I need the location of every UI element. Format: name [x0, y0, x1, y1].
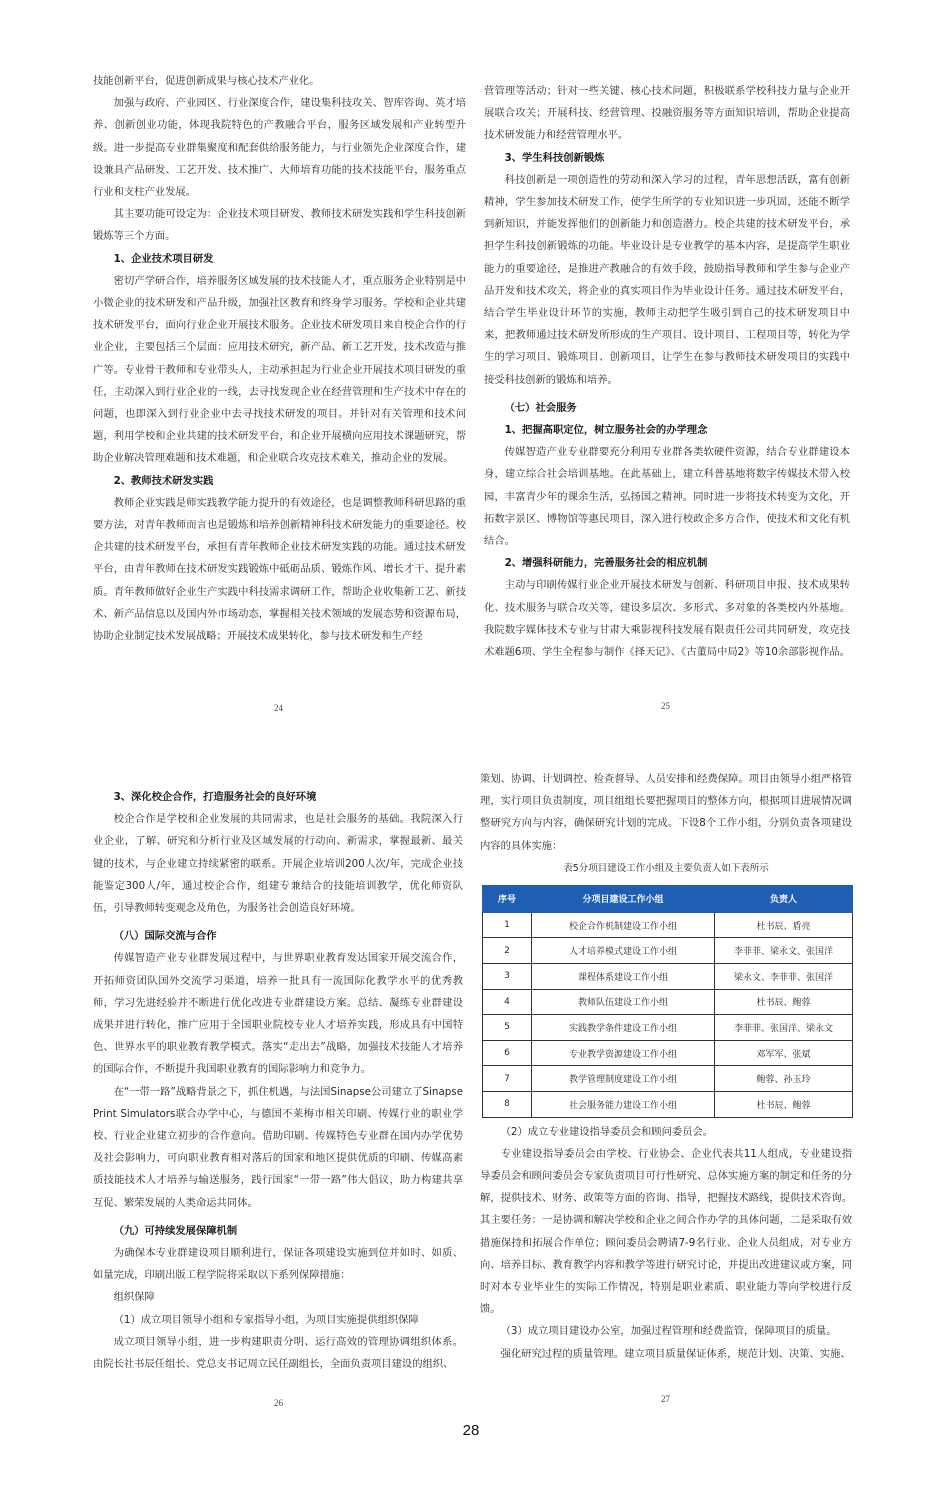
paragraph: （2）成立专业建设指导委员会和顾问委员会。: [500, 1125, 714, 1138]
header-cell-index: 序号: [483, 885, 532, 912]
table-row: [483, 1015, 853, 1041]
cell-lead: 杜书辰、鲍蓉: [715, 1091, 853, 1117]
paragraph: 加强与政府、产业园区、行业深度合作，建设集科技攻关、智库咨询、英才培养、创新创业功能，体现我院特色的产教融合平台，服务区域发展和产业转型升级。进一步提高专业群集聚度和配套供给服务能力，与行业领先企业深度合作，建设兼具产品研发、工艺开发、技术推广、大师培育功能的技术技能平台，服务重点行业和支柱产业发展。: [93, 97, 466, 199]
cell-group: 实践教学条件建设工作小组: [532, 1015, 715, 1041]
paragraph: （1）成立项目领导小组和专家指导小组，为项目实施提供组织保障: [113, 1313, 419, 1326]
paragraph: 专业建设指导委员会由学校、行业协会、企业代表共11人组成，专业建设指导委员会和顾问委员会专家负责项目可行性研究、总体实施方案的制定和任务的分解，提供技术、财务、政策等方面的咨询、指导，把握技术路线，提供技术咨询。其主要任务：一是协调和解决学校和企业之间合作办学的具体问题，二是采取有效措施保持和拓展合作单位；顾问委员会聘请7-9名行业、企业人员组成，对专业方向、培养目标、教育教学内容和教学等进行研究讨论，并提出改进建议或方案，同时对本专业毕业生的实际工作情况，特别是职业素质、职业能力等向学校进行反馈。: [480, 1147, 852, 1316]
work-group-table: [482, 885, 853, 1118]
paragraph: 校企合作是学校和企业发展的共同需求，也是社会服务的基础。我院深入行业企业，了解、研究和分析行业及区域发展的行动向、新需求，掌握最新、最关键的技术，与企业建立持续紧密的联系。开展企业培训200人次/年，完成企业技能鉴定300人/年，通过校企合作，组建专兼结合的技能培训教学，优化师资队伍，引导教师转变观念及角色，为服务社会创造良好环境。: [93, 813, 463, 915]
page-26: [93, 786, 463, 1375]
section-heading: 1、企业技术项目研发: [113, 252, 214, 265]
section-heading: 3、学生科技创新锻炼: [504, 151, 605, 164]
paragraph: 技能创新平台，促进创新成果与核心技术产业化。: [93, 75, 320, 87]
header-cell-group: 分项目建设工作小组: [532, 885, 715, 912]
cell-group: 校企合作机制建设工作小组: [532, 912, 715, 938]
cell-lead: 杜书辰、盾亮: [715, 912, 853, 938]
paragraph: 科技创新是一项创造性的劳动和深入学习的过程，青年思想活跃，富有创新精神，学生参加技术研发工作，使学生所学的专业知识进一步巩固，还能不断学到新知识，并能发挥他们的创新能力和创造潜力。校企共建的技术研发平台，承担学生科技创新锻炼的功能。毕业设计是专业教学的基本内容，是提高学生职业能力的重要途径，是推进产教融合的有效手段，鼓励指导教师和学生参与企业产品开发和技术攻关，将企业的真实项目作为毕业设计任务。通过技术研发平台，结合学生毕业设计环节的实施，教师主动把学生吸引到自己的技术研发项目中来，把教师通过技术研发所形成的生产项目、设计项目、工程项目等，转化为学生的学习项目、锻炼项目、创新项目，让学生在参与教师技术研发项目的实践中接受科技创新的锻炼和培养。: [484, 173, 850, 386]
paragraph: 为确保本专业群建设项目顺利进行，保证各项建设实施到位并如时、如质、如量完成，印刷出版工程学院将采取以下系列保障措施：: [93, 1247, 463, 1282]
table-row: [483, 989, 853, 1015]
paragraph: 传媒智造产业专业群发展过程中，与世界职业教育发达国家开展交流合作，开拓师资团队国外交流学习渠道，培养一批具有一流国际化教学水平的优秀教师，学习先进经验并不断进行优化改进专业群建设方案。总结、凝练专业群建设成果并进行转化，推广应用于全国职业院校专业人才培养实践，形成具有中国特色、世界水平的职业教育教学模式。落实“走出去”战略，加强技术技能人才培养的国际合作，不断提升我国职业教育的国际影响力和竞争力。: [93, 952, 463, 1076]
page-number: 24: [274, 703, 283, 713]
paragraph: 营管理等活动；针对一些关键、核心技术问题，积极联系学校科技力量与企业开展联合攻关；开展科技、经营管理、投融资服务等方面知识培训，帮助企业提高技术研发能力和经营管理水平。: [484, 85, 850, 142]
cell-index: 7: [483, 1066, 532, 1092]
cell-group: 教学管理制度建设工作小组: [532, 1066, 715, 1092]
section-heading: 2、教师技术研发实践: [113, 474, 214, 487]
cell-index: 6: [483, 1040, 532, 1066]
section-heading: 1、把握高职定位，树立服务社会的办学理念: [504, 424, 708, 437]
cell-group: 专业教学资源建设工作小组: [532, 1040, 715, 1066]
paragraph: 传媒智造产业专业群要充分利用专业群各类软硬件资源，结合专业群建设本身，建立综合社会培训基地。在此基础上，建立科普基地将数字传媒技术带入校园，丰富青少年的课余生活，弘扬国之精神。同时进一步将技术转变为文化，开拓数字景区、博物馆等惠民项目，深入进行校政企多方合作，使技术和文化有机结合。: [484, 446, 850, 548]
cell-lead: 李菲菲、张国洋、梁永文: [715, 1015, 853, 1041]
section-heading: 2、增强科研能力，完善服务社会的相应机制: [504, 557, 708, 570]
section-title: （九）可持续发展保障机制: [113, 1224, 238, 1237]
cell-index: 3: [483, 964, 532, 990]
cell-group: 教师队伍建设工作小组: [532, 989, 715, 1015]
table-row: [483, 912, 853, 938]
cell-group: 人才培养模式建设工作小组: [532, 938, 715, 964]
section-title: （八）国际交流与合作: [113, 930, 217, 943]
cell-group: 课程体系建设工作小组: [532, 964, 715, 990]
paragraph: 密切产学研合作，培养服务区域发展的技术技能人才，重点服务企业特别是中小微企业的技术研发和产品升级，加强社区教育和终身学习服务。学校和企业共建技术研发平台，面向行业企业开展技术服务。企业技术研发项目来自校企合作的行业企业，主要包括三个层面：应用技术研究，新产品、新工艺开发，技术改造与推广等。专业骨干教师和专业带头人，主动承担起为行业企业开展技术项目研发的重任，主动深入到行业企业的一线，去寻找发现企业在经营管理和生产技术中存在的问题，也即深入到行业企业中去寻找技术研发的项目。并针对有关管理和技术问题，利用学校和企业共建的技术研发平台，和企业开展横向应用技术课题研究，帮助企业解决管理难题和技术难题，和企业联合攻克技术难关，推动企业的发展。: [93, 274, 466, 465]
paragraph: 教师企业实践是师实践教学能力提升的有效途径，也是调整教师科研思路的重要方法，对青年教师而言也是锻炼和培养创新精神科技术研发能力的重要途径。校企共建的技术研发平台，承担有青年教师企业技术研发实践的功能。通过技术研发平台，由青年教师在技术研发实践锻炼中砥砺品质、锻炼作风、增长才干、提升素质。青年教师做好企业生产实践中科技需求调研工作，帮助企业收集新工艺、新技术、新产品信息以及国内外市场动态，掌握相关技术领域的发展态势和资源布局，协助企业制定技术发展战略；开展技术成果转化，参与技术研发和生产经: [93, 496, 466, 643]
header-cell-lead: 负责人: [715, 885, 853, 912]
table-row: [483, 1040, 853, 1066]
table-caption: 表5分项目建设工作小组及主要负责人如下表所示: [563, 862, 769, 874]
cell-index: 8: [483, 1091, 532, 1117]
paragraph: 组织保障: [113, 1291, 155, 1304]
page-number: 25: [661, 701, 670, 711]
page-number: 27: [661, 1394, 670, 1404]
cell-lead: 梁永文、李菲菲、张国洋: [715, 964, 853, 990]
cell-lead: 邓军军、张斌: [715, 1040, 853, 1066]
table-row: [483, 1091, 853, 1117]
page-number: 26: [274, 1398, 283, 1408]
section-title: （七）社会服务: [504, 401, 577, 414]
section-heading: 3、深化校企合作，打造服务社会的良好环境: [113, 791, 317, 803]
paragraph: 策划、协调、计划调控、检查督导、人员安排和经费保障。项目由领导小组严格管理，实行项目负责制度，项目组组长要把握项目的整体方向，根据项目进展情况调整研究方向与内容，确保研究计划的完成。下设8个工作小组，分别负责各项建设内容的具体实施：: [480, 773, 852, 852]
sheet-page-number: 28: [462, 1422, 480, 1439]
cell-lead: 鲍蓉、孙玉玲: [715, 1066, 853, 1092]
cell-lead: 杜书辰、鲍蓉: [715, 989, 853, 1015]
paragraph: 成立项目领导小组，进一步构建职责分明、运行高效的管理协调组织体系。由院长社书辰任组长、党总支书记周立民任副组长，全面负责项目建设的组织、: [93, 1335, 463, 1371]
cell-index: 4: [483, 989, 532, 1015]
paragraph: 主动与印刷传媒行业企业开展技术研发与创新、科研项目申报、技术成果转化、技术服务与联合攻关等，建设多层次、多形式、多对象的各类校内外基地。我院数字媒体技术专业与甘肃大乘影视科技发展有限责任公司共同研发，攻克技术难题6项、学生全程参与制作《择天记》、《古董局中局2》等10余部影视作品。: [484, 579, 850, 659]
page-25: [484, 80, 850, 663]
table-row: [483, 1066, 853, 1092]
paragraph: 强化研究过程的质量管理。建立项目质量保证体系，规范计划、决策、实施、: [500, 1347, 851, 1360]
paragraph: 在“一带一路”战略背景之下，抓住机遇，与法国Sinapse公司建立了Sinapse Print Simulators联合办学中心，与德国不莱梅市相关印刷、传媒行业的职业学校、行业企业建立初步的合作意向。借助印刷、传媒特色专业群在国内办学优势及社会影响力，可向职业教育相对落后的国家和地区提供优质的印刷、传媒高素质技能技术人才培养与输送服务，践行国家“一带一路”伟大倡议，助力构建共享互促、繁荣发展的人类命运共同体。: [93, 1085, 463, 1209]
table-row: [483, 964, 853, 990]
cell-lead: 李菲菲、梁永文、张国洋: [715, 938, 853, 964]
paragraph: 其主要功能可设定为：企业技术项目研发、教师技术研发实践和学生科技创新锻炼等三个方面。: [93, 208, 466, 243]
cell-index: 5: [483, 1015, 532, 1041]
cell-index: 1: [483, 912, 532, 938]
page-27: [480, 768, 852, 1365]
paragraph: （3）成立项目建设办公室，加强过程管理和经费监管，保障项目的质量。: [500, 1325, 837, 1338]
cell-group: 社会服务能力建设工作小组: [532, 1091, 715, 1117]
table-row: [483, 938, 853, 964]
cell-index: 2: [483, 938, 532, 964]
page-24: [93, 70, 466, 647]
table-header-row: [483, 885, 853, 912]
